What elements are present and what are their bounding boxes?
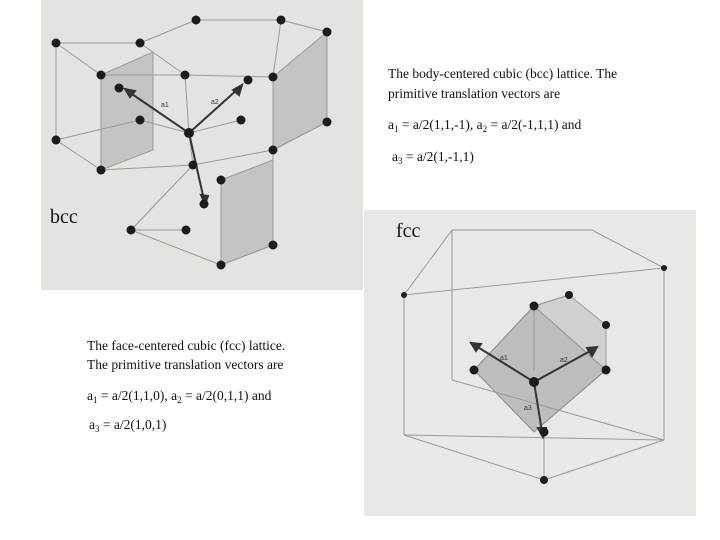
atom [540,476,548,484]
fcc-caption-line2: The primitive translation vectors are [87,357,284,372]
atom [127,226,136,235]
atom [277,16,286,25]
atom [52,39,61,48]
atom [269,241,278,250]
atom [530,302,539,311]
bcc-caption-line2: primitive translation vectors are [388,86,561,101]
atom [97,71,106,80]
atom [181,71,190,80]
atom [269,73,278,82]
bcc-label: bcc [50,206,78,228]
figure-label-a1: a1 [500,355,508,362]
atom [237,116,246,125]
figure-label-a1: a1 [161,102,169,109]
atom [136,116,145,125]
atom [602,366,611,375]
fcc-lattice-diagram [364,210,696,516]
atom [401,292,407,298]
atom [470,366,479,375]
atom [217,261,226,270]
atom [323,28,332,37]
figure-label-a2: a2 [560,357,568,364]
fcc-vectors-a1-a2: $a_1 = a/2(1,1,0)$, $a_2 = a/2(0,1,1)$ and [87,388,272,405]
atom [244,76,253,85]
face-center-atom [529,377,539,387]
atom [182,226,191,235]
fcc-vector-a3: $a_3 = a/2(1,0,1)$ [89,417,167,434]
atom [602,321,610,329]
atom [97,166,106,175]
bcc-lattice-diagram [41,0,363,290]
bcc-vectors-a1-a2: $a_1 = a/2(1,1,-1)$, $a_2 = a/2(-1,1,1)$ and [388,117,582,134]
atom [115,84,124,93]
atom [540,428,549,437]
atom [661,265,667,271]
atom [565,291,573,299]
bcc-vector-a3: $a_3 = a/2(1,-1,1)$ [392,149,474,166]
fcc-label: fcc [396,220,421,242]
fcc-caption-line1: The face-centered cubic (fcc) lattice. [87,338,286,353]
atom [189,161,198,170]
atom [200,200,209,209]
atom [136,39,145,48]
atom [192,16,201,25]
atom [323,118,332,127]
atom [217,176,226,185]
bcc-lattice-figure [41,0,363,290]
bcc-caption-line1: The body-centered cubic (bcc) lattice. The [388,66,618,81]
figure-label-a3: a3 [524,405,532,412]
fcc-lattice-figure [364,210,696,516]
figure-label-a2: a2 [211,99,219,106]
atom [269,146,278,155]
atom [52,136,61,145]
body-center-atom [184,128,194,138]
